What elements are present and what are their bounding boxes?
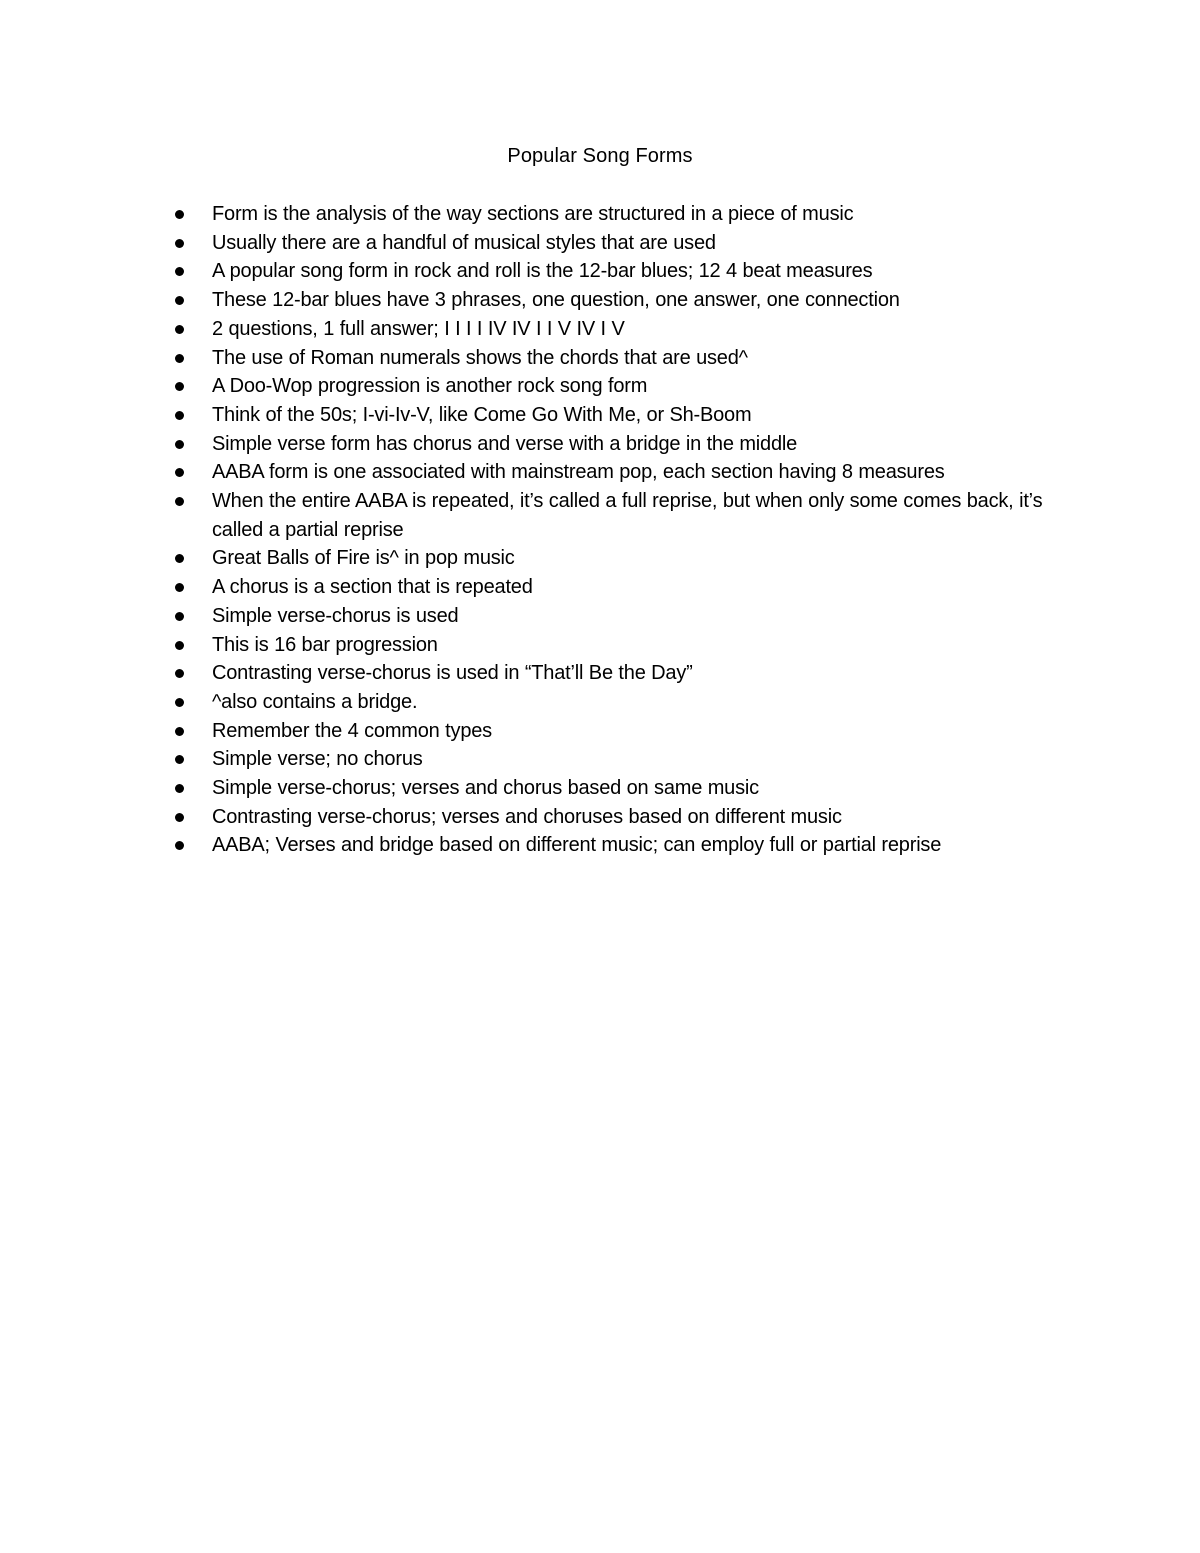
list-item	[0, 544, 1200, 573]
list-item-text: Contrasting verse-chorus; verses and choruses based on different music	[212, 805, 842, 828]
list-item	[0, 315, 1200, 344]
list-item	[0, 229, 1200, 258]
bullet-icon	[175, 382, 184, 391]
bullet-icon	[175, 411, 184, 420]
bullet-icon	[175, 583, 184, 592]
bullet-icon	[175, 554, 184, 563]
list-item-text: ^also contains a bridge.	[212, 690, 418, 713]
list-item	[0, 774, 1200, 803]
bullet-icon	[175, 497, 184, 506]
bullet-icon	[175, 813, 184, 822]
bullet-icon	[175, 727, 184, 736]
bullet-icon	[175, 698, 184, 707]
list-item-text: Usually there are a handful of musical styles that are used	[212, 231, 716, 254]
list-item-text: This is 16 bar progression	[212, 633, 438, 656]
bullet-icon	[175, 267, 184, 276]
list-item-text: AABA; Verses and bridge based on different music; can employ full or partial reprise	[212, 834, 942, 857]
bullet-icon	[175, 669, 184, 678]
list-item-text: Think of the 50s; I-vi-Iv-V, like Come Go With Me, or Sh-Boom	[212, 403, 752, 426]
list-item	[0, 573, 1200, 602]
bullet-icon	[175, 354, 184, 363]
list-item	[0, 717, 1200, 746]
bullet-icon	[175, 325, 184, 334]
bullet-icon	[175, 239, 184, 248]
list-item	[0, 344, 1200, 373]
list-item	[0, 200, 1200, 229]
list-item-text: Form is the analysis of the way sections are structured in a piece of music	[212, 203, 854, 225]
list-item-text: A popular song form in rock and roll is the 12-bar blues; 12 4 beat measures	[212, 260, 873, 283]
list-item	[0, 688, 1200, 717]
list-item-text: Simple verse form has chorus and verse with a bridge in the middle	[212, 432, 798, 455]
list-item	[0, 401, 1200, 430]
list-item-text: Simple verse; no chorus	[212, 748, 423, 771]
list-item-text: A chorus is a section that is repeated	[212, 576, 533, 599]
bullet-list	[0, 200, 1200, 860]
list-item	[0, 745, 1200, 774]
list-item-text: When the entire AABA is repeated, it’s called a full reprise, but when only some comes back, it’s called a partial reprise	[212, 490, 1043, 541]
list-item	[0, 487, 1200, 544]
document-title: Popular Song Forms	[507, 145, 693, 167]
bullet-icon	[175, 296, 184, 305]
list-item-text: A Doo-Wop progression is another rock song form	[212, 375, 648, 398]
list-item-text: AABA form is one associated with mainstream pop, each section having 8 measures	[212, 461, 945, 484]
bullet-icon	[175, 755, 184, 764]
list-item-text: Contrasting verse-chorus is used in “That’ll Be the Day”	[212, 662, 693, 685]
list-item-text: Simple verse-chorus; verses and chorus based on same music	[212, 777, 759, 800]
bullet-icon	[175, 641, 184, 650]
list-item-text: Great Balls of Fire is^ in pop music	[212, 547, 515, 570]
list-item	[0, 831, 1200, 860]
list-item	[0, 602, 1200, 631]
list-item	[0, 372, 1200, 401]
list-item	[0, 430, 1200, 459]
list-item-text: 2 questions, 1 full answer; I I I I IV IV I I V IV I V	[212, 317, 625, 340]
bullet-icon	[175, 440, 184, 449]
bullet-icon	[175, 468, 184, 477]
list-item-text: The use of Roman numerals shows the chords that are used^	[212, 346, 748, 369]
list-item-text: Simple verse-chorus is used	[212, 604, 459, 627]
list-item	[0, 631, 1200, 660]
list-item-text: Remember the 4 common types	[212, 719, 492, 742]
list-item	[0, 286, 1200, 315]
bullet-icon	[175, 841, 184, 850]
bullet-icon	[175, 612, 184, 621]
list-item	[0, 803, 1200, 832]
bullet-icon	[175, 784, 184, 793]
list-item-text: These 12-bar blues have 3 phrases, one question, one answer, one connection	[212, 289, 900, 312]
list-item	[0, 659, 1200, 688]
list-item	[0, 257, 1200, 286]
bullet-icon	[175, 210, 184, 219]
list-item	[0, 458, 1200, 487]
